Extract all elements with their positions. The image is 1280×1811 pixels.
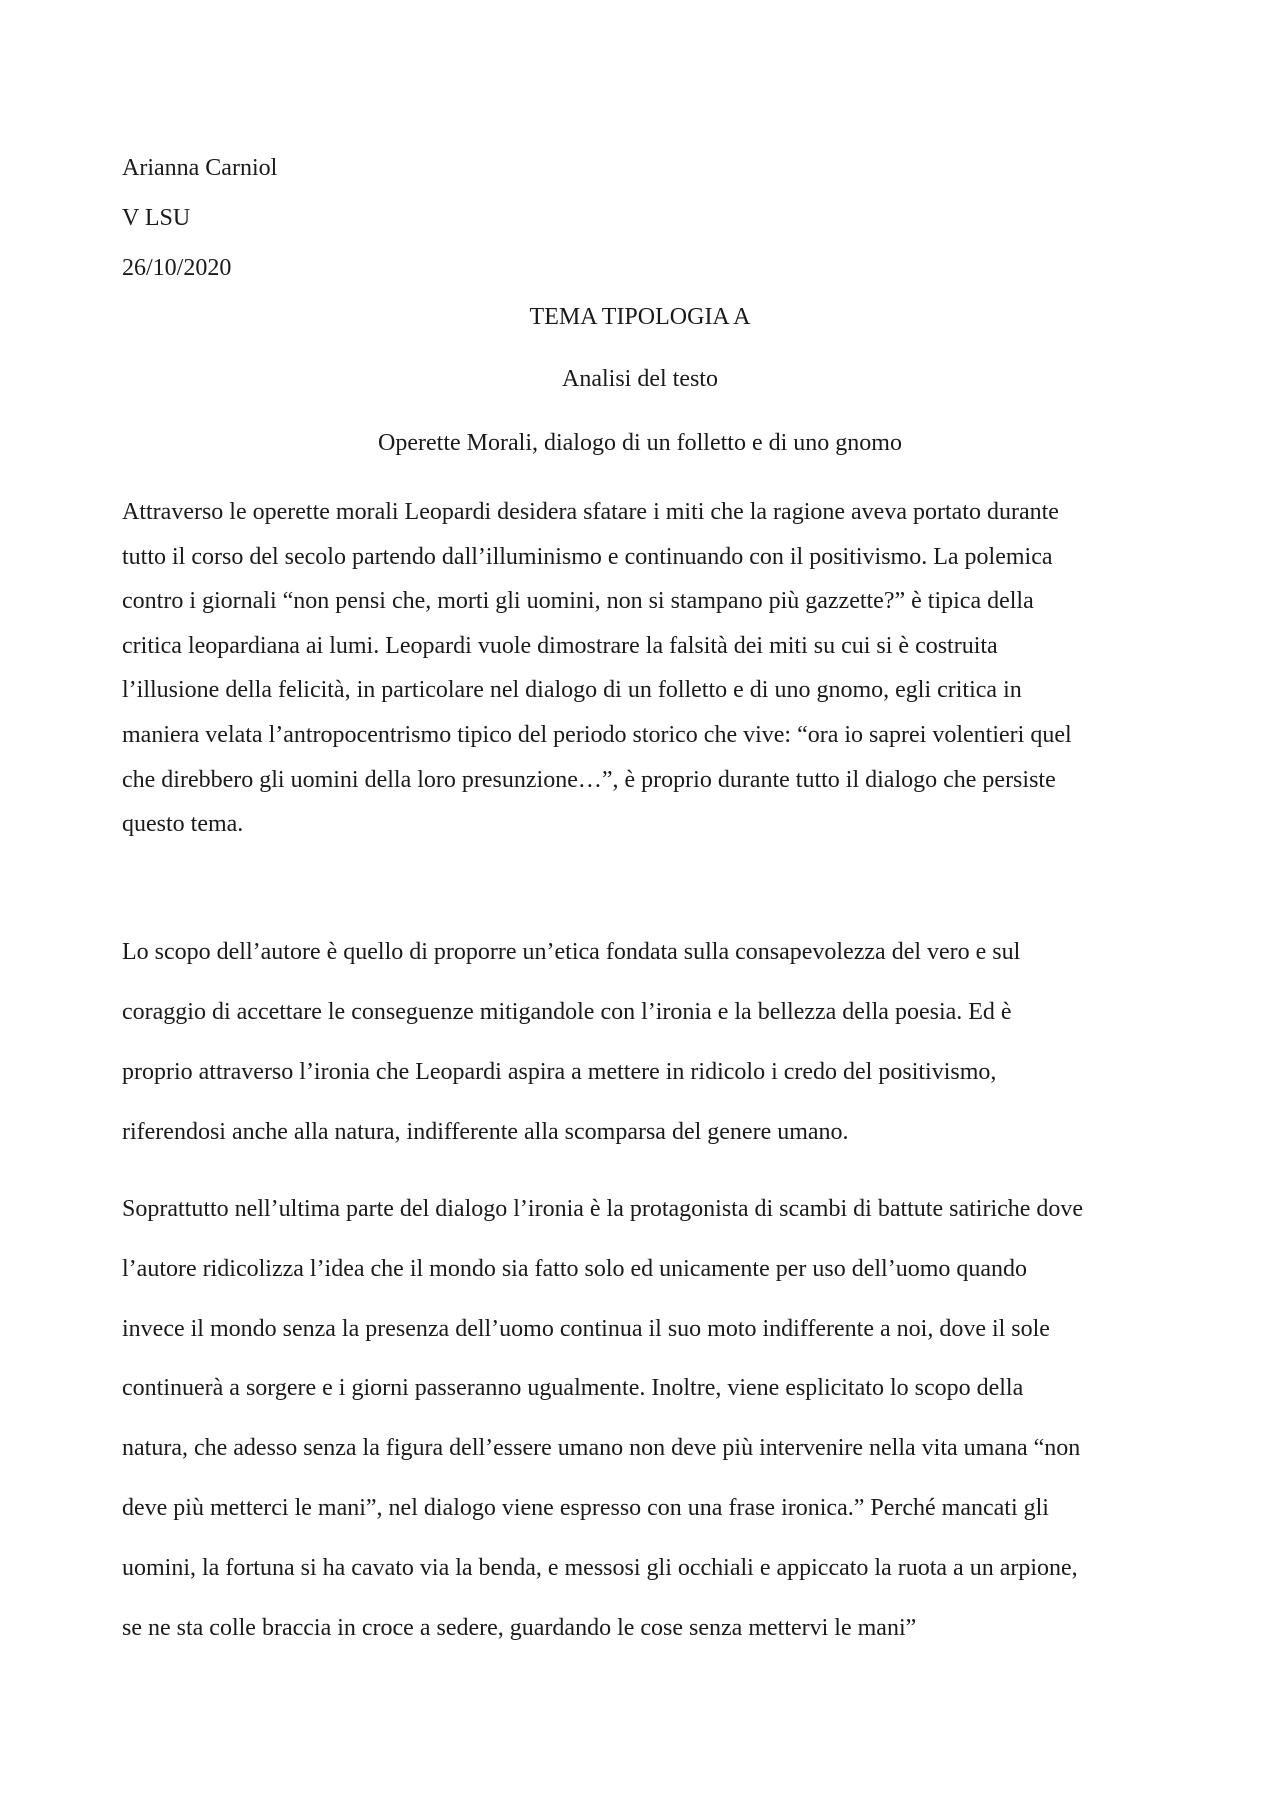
text-line: maniera velata l’antropocentrismo tipico del periodo storico che vive: “ora io saprei volentieri quel — [122, 721, 1072, 748]
text-line: che direbbero gli uomini della loro presunzione…”, è proprio durante tutto il dialogo che persiste — [122, 766, 1056, 793]
text-line: uomini, la fortuna si ha cavato via la benda, e messosi gli occhiali e appiccato la ruota a un arpione, — [122, 1554, 1078, 1581]
main-title: TEMA TIPOLOGIA A — [529, 304, 751, 330]
text-line: proprio attraverso l’ironia che Leopardi aspira a mettere in ridicolo i credo del positivismo, — [122, 1059, 997, 1085]
text-line: riferendosi anche alla natura, indifferente alla scomparsa del genere umano. — [122, 1119, 849, 1145]
subtitle: Analisi del testo — [562, 366, 718, 392]
text-line: questo tema. — [122, 811, 244, 838]
paragraph-3 — [122, 1180, 1172, 1658]
text-line: critica leopardiana ai lumi. Leopardi vuole dimostrare la falsità dei miti su cui si è costruita — [122, 632, 998, 659]
text-line: coraggio di accettare le conseguenze mitigandole con l’ironia e la bellezza della poesia. Ed è — [122, 999, 1012, 1025]
text-line: l’illusione della felicità, in particolare nel dialogo di un folletto e di uno gnomo, egli critica in — [122, 677, 1022, 704]
text-line: contro i giornali “non pensi che, morti gli uomini, non si stampano più gazzette?” è tipica della — [122, 588, 1034, 615]
text-line: se ne sta colle braccia in croce a sedere, guardando le cose senza mettervi le mani” — [122, 1614, 917, 1641]
work-title: Operette Morali, dialogo di un folletto e di uno gnomo — [378, 430, 902, 456]
text-line: invece il mondo senza la presenza dell’uomo continua il suo moto indifferente a noi, dove il sole — [122, 1315, 1050, 1342]
text-line: deve più metterci le mani”, nel dialogo viene espresso con una frase ironica.” Perché mancati gli — [122, 1494, 1049, 1521]
paragraph-2 — [122, 922, 1172, 1162]
text-line: Attraverso le operette morali Leopardi desidera sfatare i miti che la ragione aveva portato durante — [122, 499, 1059, 525]
text-line: tutto il corso del secolo partendo dall’illuminismo e continuando con il positivismo. La polemica — [122, 543, 1053, 570]
text-line: Soprattutto nell’ultima parte del dialogo l’ironia è la protagonista di scambi di battute satiriche dove — [122, 1196, 1084, 1222]
class-label: V LSU — [122, 205, 191, 231]
date-label: 26/10/2020 — [122, 255, 232, 281]
text-line: l’autore ridicolizza l’idea che il mondo sia fatto solo ed unicamente per uso dell’uomo quando — [122, 1255, 1028, 1282]
text-line: Lo scopo dell’autore è quello di proporre un’etica fondata sulla consapevolezza del vero e sul — [122, 939, 1021, 965]
paragraph-1 — [122, 490, 1172, 847]
text-line: natura, che adesso senza la figura dell’essere umano non deve più intervenire nella vita umana “non — [122, 1435, 1081, 1462]
text-line: continuerà a sorgere e i giorni passeranno ugualmente. Inoltre, viene esplicitato lo scopo della — [122, 1375, 1024, 1402]
author-name: Arianna Carniol — [122, 155, 278, 181]
